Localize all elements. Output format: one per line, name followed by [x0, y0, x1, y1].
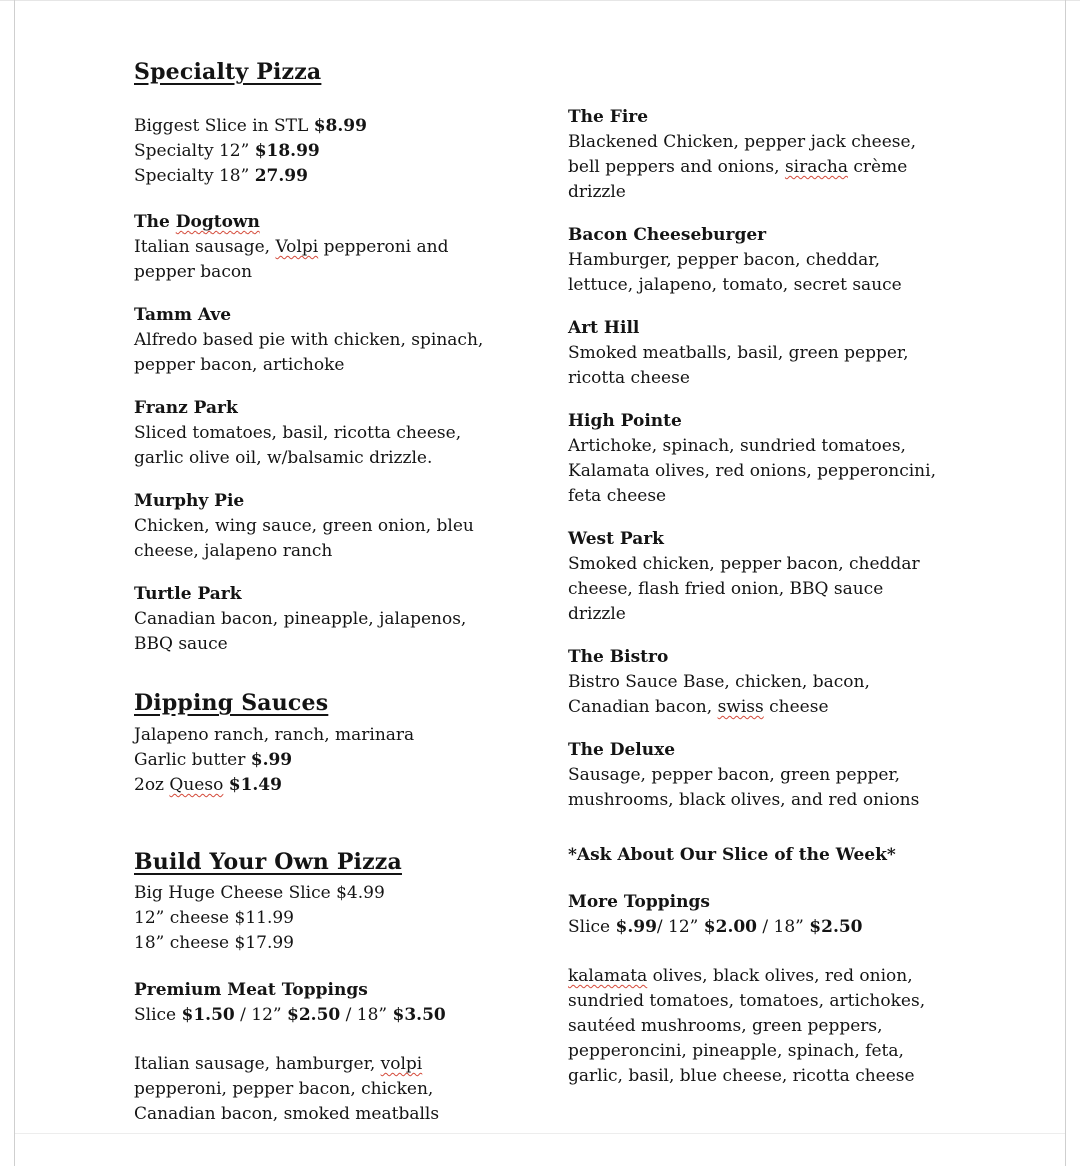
- text-segment: The Bistro: [568, 647, 669, 667]
- page-right-edge: [1065, 0, 1066, 1166]
- menu-right-column: [568, 58, 943, 1089]
- text-segment: Slice: [134, 1005, 182, 1025]
- text-segment: $2.00: [703, 917, 758, 937]
- menu-item-art-hill: [568, 315, 943, 391]
- menu-item-desc: [134, 328, 506, 378]
- text-segment: Bistro Sauce Base, chicken, bacon, Canadian bacon,: [568, 672, 870, 717]
- text-segment: High Pointe: [568, 411, 682, 431]
- dipping-sauces-lines: [134, 723, 506, 798]
- text-segment: / 18”: [757, 917, 810, 937]
- misspelled-word: swiss: [717, 697, 764, 717]
- text-segment: $.99: [615, 917, 657, 937]
- menu-item-title: [568, 104, 943, 130]
- section-heading-specialty-pizza: Specialty Pizza: [134, 59, 322, 85]
- menu-item-desc: [568, 552, 943, 627]
- text-segment: Murphy Pie: [134, 491, 245, 511]
- text-segment: $2.50: [809, 917, 863, 937]
- menu-item-desc: [568, 670, 943, 720]
- menu-item-title: [134, 302, 506, 328]
- menu-item-murphy-pie: [134, 488, 506, 564]
- text-segment: Franz Park: [134, 398, 238, 418]
- menu-item-title: [568, 222, 943, 248]
- text-segment: / 18”: [340, 1005, 393, 1025]
- more-toppings-title: [568, 889, 943, 915]
- text-segment: olives, black olives, red onion, sundried tomatoes, tomatoes, artichokes, sautéed mushrooms, green peppers, pepperoncini, pineapple, spinach, feta, garlic, basil, blue cheese, ricotta cheese: [568, 966, 926, 1086]
- text-segment: $1.49: [228, 775, 282, 795]
- misspelled-word: siracha: [784, 157, 848, 177]
- slice-of-the-week-note: [568, 843, 943, 868]
- menu-item-desc: [568, 434, 943, 509]
- menu-item-high-pointe: [568, 408, 943, 509]
- menu-item-the-bistro: [568, 644, 943, 720]
- text-segment: Turtle Park: [134, 584, 242, 604]
- menu-item-title: [568, 737, 943, 763]
- premium-meat-toppings-title: [134, 977, 506, 1003]
- menu-item-desc: [134, 514, 506, 564]
- text-segment: Big Huge Cheese Slice $4.99: [134, 883, 385, 903]
- text-segment: 18” cheese $17.99: [134, 933, 294, 953]
- text-segment: cheese: [763, 697, 829, 717]
- premium-meat-toppings-list: [134, 1052, 506, 1127]
- misspelled-word: Dogtown: [175, 212, 260, 232]
- menu-content: [134, 58, 946, 1127]
- text-segment: $8.99: [313, 116, 367, 136]
- menu-item-title: [134, 488, 506, 514]
- specialty-price-lines: [134, 114, 506, 189]
- menu-item-turtle-park: [134, 581, 506, 657]
- text-segment: Blackened Chicken, pepper jack cheese, bell peppers and onions,: [568, 132, 916, 177]
- text-segment: / 12”: [234, 1005, 288, 1025]
- text-segment: 12” cheese $11.99: [134, 908, 294, 928]
- menu-item-title: [134, 581, 506, 607]
- page-bottom-margin-line: [15, 1133, 1065, 1134]
- menu-item-desc: [134, 421, 506, 471]
- text-segment: 27.99: [254, 166, 308, 186]
- text-segment: Bacon Cheeseburger: [568, 225, 767, 245]
- menu-item-desc: [568, 130, 943, 205]
- menu-item-desc: [134, 607, 506, 657]
- section-heading-build-your-own-pizza: Build Your Own Pizza: [134, 849, 402, 875]
- text-segment: West Park: [568, 529, 664, 549]
- text-segment: Biggest Slice in STL: [134, 116, 314, 136]
- text-segment: Art Hill: [568, 318, 640, 338]
- menu-item-bacon-cheeseburger: [568, 222, 943, 298]
- text-segment: / 12”: [656, 917, 704, 937]
- page-top-edge: [0, 0, 1080, 1]
- text-segment: 2oz: [134, 775, 170, 795]
- text-segment: Sausage, pepper bacon, green pepper, mushrooms, black olives, and red onions: [568, 765, 920, 810]
- text-segment: Smoked meatballs, basil, green pepper, ricotta cheese: [568, 343, 909, 388]
- menu-item-desc: [568, 341, 943, 391]
- text-segment: Garlic butter: [134, 750, 251, 770]
- misspelled-word: Queso: [169, 775, 224, 795]
- veggie-toppings-list: [568, 964, 943, 1089]
- text-segment: Sliced tomatoes, basil, ricotta cheese, garlic olive oil, w/balsamic drizzle.: [134, 423, 462, 468]
- section-heading-dipping-sauces: Dipping Sauces: [134, 690, 329, 716]
- menu-item-west-park: [568, 526, 943, 627]
- menu-item-the-dogtown: [134, 209, 506, 285]
- text-segment: $1.50: [181, 1005, 235, 1025]
- menu-item-desc: [134, 235, 506, 285]
- text-segment: Chicken, wing sauce, green onion, bleu cheese, jalapeno ranch: [134, 516, 474, 561]
- text-segment: pepperoni, pepper bacon, chicken, Canadian bacon, smoked meatballs: [134, 1079, 440, 1124]
- menu-item-title: [568, 408, 943, 434]
- text-segment: Tamm Ave: [134, 305, 232, 325]
- text-segment: More Toppings: [568, 892, 710, 912]
- menu-item-the-fire: [568, 104, 943, 205]
- menu-item-tamm-ave: [134, 302, 506, 378]
- text-segment: Italian sausage, hamburger,: [134, 1054, 381, 1074]
- menu-item-title: [134, 395, 506, 421]
- menu-left-column: [134, 58, 506, 1127]
- text-segment: The: [134, 212, 176, 232]
- text-segment: pepperoni and pepper bacon: [134, 237, 449, 282]
- text-segment: Alfredo based pie with chicken, spinach, pepper bacon, artichoke: [134, 330, 484, 375]
- menu-item-title: [568, 315, 943, 341]
- text-segment: *Ask About Our Slice of the Week*: [568, 845, 896, 865]
- premium-meat-toppings-prices: [134, 1003, 506, 1028]
- menu-item-desc: [568, 248, 943, 298]
- text-segment: Specialty 18”: [134, 166, 255, 186]
- menu-item-the-deluxe: [568, 737, 943, 813]
- text-segment: The Deluxe: [568, 740, 676, 760]
- text-segment: crème drizzle: [568, 157, 908, 202]
- menu-item-title: [568, 644, 943, 670]
- misspelled-word: Volpi: [275, 237, 319, 257]
- page-left-edge: [14, 0, 15, 1166]
- premium-meat-toppings-block: [134, 977, 506, 1028]
- text-segment: $18.99: [254, 141, 320, 161]
- text-segment: Artichoke, spinach, sundried tomatoes, Kalamata olives, red onions, pepperoncini, feta cheese: [568, 436, 936, 506]
- text-segment: Canadian bacon, pineapple, jalapenos, BBQ sauce: [134, 609, 467, 654]
- more-toppings-prices: [568, 915, 943, 940]
- text-segment: Premium Meat Toppings: [134, 980, 368, 1000]
- menu-item-desc: [568, 763, 943, 813]
- menu-item-franz-park: [134, 395, 506, 471]
- text-segment: $3.50: [392, 1005, 446, 1025]
- text-segment: The Fire: [568, 107, 649, 127]
- menu-item-title: [568, 526, 943, 552]
- text-segment: Jalapeno ranch, ranch, marinara: [134, 725, 415, 745]
- more-toppings-block: [568, 889, 943, 940]
- text-segment: Italian sausage,: [134, 237, 276, 257]
- text-segment: $.99: [250, 750, 293, 770]
- text-segment: Hamburger, pepper bacon, cheddar, lettuce, jalapeno, tomato, secret sauce: [568, 250, 902, 295]
- text-segment: Specialty 12”: [134, 141, 255, 161]
- misspelled-word: volpi: [380, 1054, 423, 1074]
- misspelled-word: kalamata: [568, 966, 648, 986]
- build-your-own-price-lines: [134, 881, 506, 956]
- text-segment: Slice: [568, 917, 616, 937]
- menu-item-title: [134, 209, 506, 235]
- text-segment: Smoked chicken, pepper bacon, cheddar cheese, flash fried onion, BBQ sauce drizzle: [568, 554, 920, 624]
- text-segment: $2.50: [287, 1005, 341, 1025]
